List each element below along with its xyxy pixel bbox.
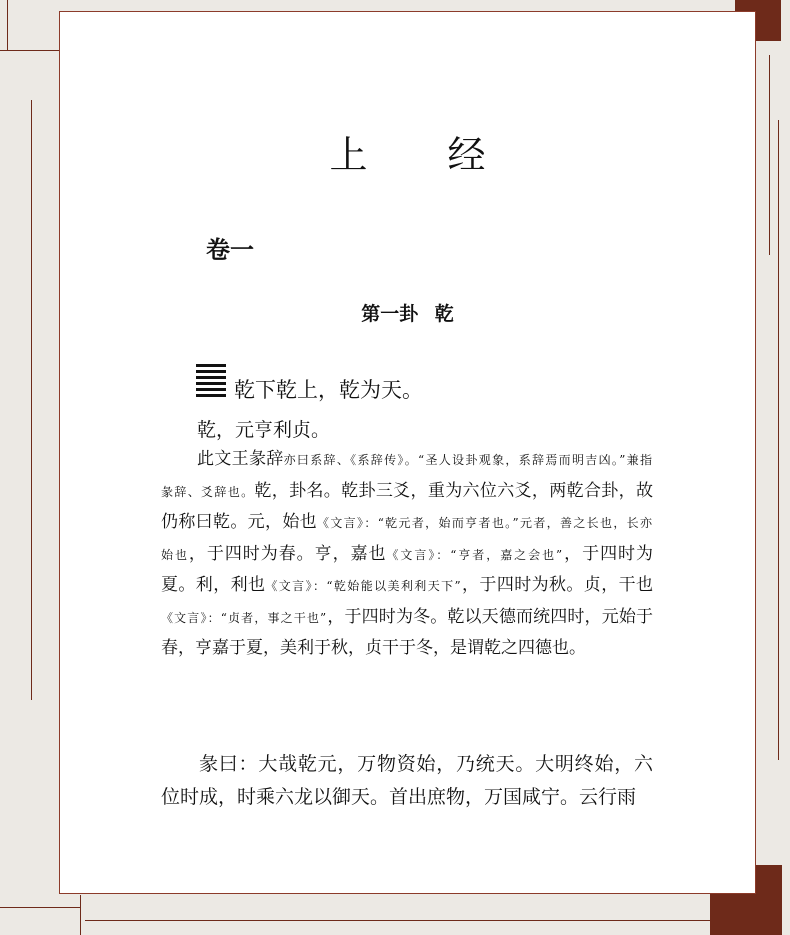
commentary-note: 《文言》：“贞者，事之干也” (161, 610, 328, 625)
page-title: 上 经 (329, 133, 520, 177)
commentary-paragraph (161, 444, 653, 664)
volume-heading: 卷一 (206, 236, 254, 264)
commentary-seg: ，于四时为秋。贞，干也 (461, 575, 653, 595)
commentary-seg: ，于四时为春。亨，嘉也 (188, 543, 387, 564)
commentary-note: 《文言》：“乾始能以美利利天下” (265, 579, 462, 593)
frame-line (80, 895, 81, 935)
hexagram-structure-line: 乾下乾上，乾为天。 (234, 378, 423, 402)
book-page (59, 11, 756, 894)
commentary-note: 亦曰系辞、《系辞传》。“圣人设卦观象，系辞焉而明吉凶。”兼指彖辞、爻辞也。 (161, 453, 653, 499)
judgment-line: 乾，元亨利贞。 (197, 419, 331, 441)
frame-line (769, 55, 770, 255)
hexagram-title: 第一卦 乾 (361, 303, 454, 325)
commentary-seg: ，于四时为冬。乾以天德而统四时，元始于春，亨嘉于夏，美利于秋，贞干于冬，是谓乾之四德也。 (161, 606, 654, 658)
frame-line (7, 0, 8, 50)
frame-line (778, 120, 779, 760)
frame-line (31, 100, 32, 700)
frame-line (0, 907, 80, 908)
commentary-seg: 此文王彖辞 (197, 449, 284, 469)
commentary-note: 《文言》：“亨者，嘉之会也” (386, 547, 564, 562)
commentary-seg: ，于四时为夏。利，利也 (161, 543, 653, 595)
qian-hexagram-icon (196, 364, 226, 398)
frame-line (0, 50, 60, 51)
commentary-note: 《文言》：“乾元者，始而亨者也。”元者，善之长也，长亦始也 (161, 516, 653, 562)
commentary-seg: 乾，卦名。乾卦三爻，重为六位六爻，两乾合卦，故仍称曰乾。元，始也 (161, 480, 653, 532)
frame-line (85, 920, 715, 921)
tuan-paragraph: 彖曰：大哉乾元，万物资始，乃统天。大明终始，六位时成，时乘六龙以御天。首出庶物，万国咸宁。云行雨 (161, 753, 653, 808)
